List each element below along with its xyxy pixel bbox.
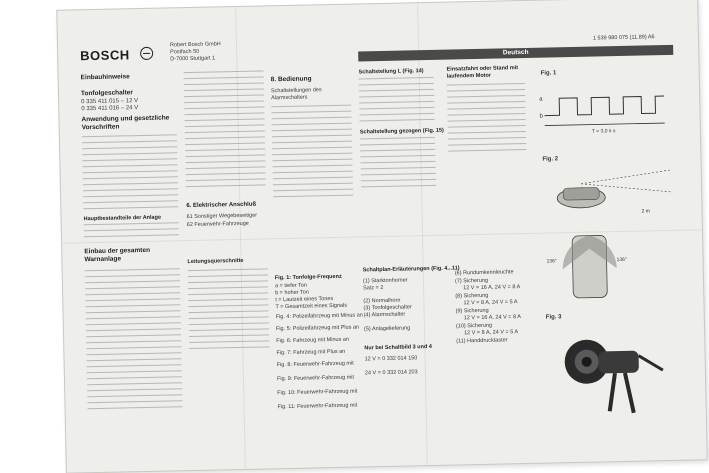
col2-table-title: Leitungsquerschnitte xyxy=(187,257,244,266)
col3-fig-label-3: Fig. 7: Fahrzeug mit Plus an xyxy=(276,348,346,357)
col4-section-a: Schaltstellung L (Fig. 14) xyxy=(358,68,424,76)
col1-section-use: Anwendung und gesetzliche Vorschriften xyxy=(81,114,170,132)
col4-text-block-1 xyxy=(359,77,435,127)
company-line-3: D-7000 Stuttgart 1 xyxy=(170,55,216,63)
fig1-label: Fig. 1 xyxy=(540,70,557,77)
company-line-1: Robert Bosch GmbH xyxy=(169,41,221,49)
bosch-logo-text: BOSCH xyxy=(80,47,130,64)
col4-legend-5: (5) Anlagelieferung xyxy=(363,325,411,333)
bosch-armature-icon xyxy=(140,47,153,60)
col3-legend-1: b = hoher Ton xyxy=(275,289,309,297)
doc-number: 1 539 980 075 (11.89) A6 xyxy=(592,34,655,42)
col3-fig-legend-title: Fig. 1: Tonfolge-Frequenz xyxy=(274,273,342,282)
col2-section-elec: 6. Elektrischer Anschluß xyxy=(186,201,257,210)
col5-relay-3: (8) Sicherung xyxy=(455,292,489,300)
col3-legend-3: T = Gesamtzeit eines Signals xyxy=(275,302,348,311)
col1-part-12v: 0 335 411 015 – 12 V xyxy=(81,98,139,106)
col4-section-b: Schaltstellung gezogen (Fig. 15) xyxy=(359,127,444,136)
col3-fig-label-1: Fig. 5: Polizeifahrzeug mit Plus an xyxy=(275,324,360,333)
col3-fig-label-0: Fig. 4: Polizeifahrzeug mit Minus an xyxy=(275,312,363,321)
col5-relay-8: 12 V = 8 A, 24 V = 5 A xyxy=(464,329,519,337)
col4-legend-3: (3) Tonfolgeschalter xyxy=(363,304,412,312)
col4-volt-24: 24 V = 0 332 014 203 xyxy=(364,369,418,377)
col1-section-mount: Einbau der gesamten Warnanlage xyxy=(84,246,151,264)
fig2-label: Fig. 2 xyxy=(542,156,559,163)
col3-fig-label-6: Fig. 10: Feuerwehr-Fahrzeug mit xyxy=(277,388,358,397)
col3-fig-label-7: Fig. 11: Feuerwehr-Fahrzeug mit xyxy=(277,402,358,411)
col4-text-block-2 xyxy=(360,137,436,193)
col5-relay-2: 12 V = 16 A, 24 V = 8 A xyxy=(463,284,521,292)
col4-volt-12: 12 V = 0 332 014 150 xyxy=(364,355,418,363)
col3-legend-0: a = tiefer Ton xyxy=(274,282,307,290)
col1-title: Einbauhinweise xyxy=(80,73,130,82)
fig1-a-label: a xyxy=(539,96,543,103)
col5-relay-0: (6) Rundumkennleuchte xyxy=(454,269,514,277)
col1-text-block-3 xyxy=(85,268,183,414)
col1-product: Tonfolgeschalter xyxy=(80,89,133,98)
instruction-sheet xyxy=(57,0,707,473)
col5-relay-5: (9) Sicherung xyxy=(455,307,489,315)
col1-section-parts: Hauptbestandteile der Anlage xyxy=(83,214,162,223)
col1-part-24v: 0 335 411 016 – 24 V xyxy=(81,105,139,113)
col4-legend-title: Schaltplan-Erläuterungen (Fig. 4...11) xyxy=(362,265,460,274)
company-line-2: Postfach 50 xyxy=(170,48,200,56)
fig1-axis-label: T = 3,0 s ± xyxy=(591,128,616,135)
col4-vehicles: Nur bei Schaltbild 3 und 4 xyxy=(364,343,432,352)
col5-relay-7: (10) Sicherung xyxy=(455,322,493,330)
col5-relay-4: 12 V = 8 A, 24 V = 5 A xyxy=(463,299,518,307)
fig2-angle-left: 136° xyxy=(546,258,557,265)
col3-fig-label-5: Fig. 9: Feuerwehr-Fahrzeug mit xyxy=(276,374,355,383)
col4-legend-4: (4) Alarmschalter xyxy=(363,311,406,319)
col3-text-block-1 xyxy=(271,105,353,203)
col1-text-block-2 xyxy=(84,222,179,242)
fig3-horn-drawing xyxy=(554,320,676,417)
col3-sub-schalt: Schaltstellungen des Alarmschalters xyxy=(270,87,322,102)
col5-text-block-1 xyxy=(447,83,526,157)
fig2-car-diagram xyxy=(541,162,679,305)
col3-legend-2: t = Lautzeit eines Tones xyxy=(275,296,334,304)
col5-relay-9: (11) Handdrucktaster xyxy=(456,337,508,345)
col2-text-block-1 xyxy=(184,70,266,192)
fig1-tone-diagram xyxy=(539,78,670,136)
col4-legend-2: (2) Normalhorn xyxy=(363,297,401,305)
col3-fig-label-4: Fig. 8: Feuerwehr-Fahrzeug mit xyxy=(276,360,354,369)
fig2-distance-label: 2 m xyxy=(641,208,650,215)
col3-fig-label-2: Fig. 6: Fahrzeug mit Minus an xyxy=(276,336,350,345)
col5-relay-6: 12 V = 16 A, 24 V = 8 A xyxy=(463,314,522,322)
col3-section-bed: 8. Bedienung xyxy=(270,75,312,84)
fig3-label: Fig. 3 xyxy=(545,314,562,321)
language-bar: Deutsch xyxy=(358,45,673,62)
fig2-angle-right: 136° xyxy=(616,256,627,264)
col2-item-a: 61 Sonstiger Wegebeseitiger xyxy=(186,212,258,221)
col5-title: Einsatzfahrt oder Stand mit laufendem Motor xyxy=(446,65,519,80)
col5-relay-1: (7) Sicherung xyxy=(454,277,489,285)
col2-table xyxy=(188,268,270,354)
col1-text-block-1 xyxy=(82,134,179,214)
col4-legend-1: Satz = 2 xyxy=(363,284,384,292)
col2-item-b: 62 Feuerwehr-Fahrzeuge xyxy=(186,220,249,229)
fig1-b-label: b xyxy=(539,113,543,120)
col4-legend-0: (1) Starktonhorner xyxy=(362,277,408,285)
